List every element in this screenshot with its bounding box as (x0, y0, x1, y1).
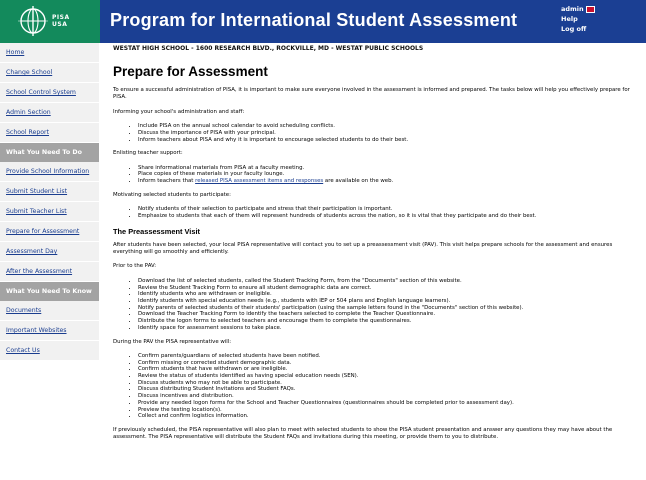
user-menu[interactable] (561, 4, 595, 14)
list-item: • Provide any needed logon forms for the School and Teacher Questionnaires (questionnaires should be completed prior to assessment day). (138, 400, 641, 407)
list-item-with-link: • Inform teachers that released PISA assessment items and responses are available on the web. (138, 178, 641, 185)
closing-paragraph: If previously scheduled, the PISA representative will also plan to meet with selected students to show the PISA student presentation and answer any questions they may have about the assessment. The PISA representative will distribute the Student FAQs and invitations during this meeting, or provide them to you to distribute. (113, 426, 613, 441)
logo-text: PISA USA (52, 14, 70, 28)
list-item: • Discuss students who may not be able to participate. (138, 380, 641, 387)
list-item: • Confirm parents/guardians of selected students have been notified. (138, 353, 641, 360)
main-content (113, 43, 641, 449)
sidebar-section-what-to-do: What You Need To Do (0, 143, 99, 162)
user-name: admin (561, 5, 584, 13)
section-heading-preassessment-visit: The Preassessment Visit (113, 226, 200, 236)
sidebar-item-change-school[interactable]: Change School (0, 63, 99, 83)
list-item: • Discuss the importance of PISA with your principal. (138, 130, 641, 137)
sidebar-item-admin-section[interactable]: Admin Section (0, 103, 99, 123)
sidebar-item-submit-student-list[interactable]: Submit Student List (0, 182, 99, 202)
list-item: • Emphasize to students that each of them will represent hundreds of students across the nation, so it is vital that they participate and do their best. (138, 213, 641, 220)
help-link[interactable]: Help (561, 15, 578, 23)
site-title: Program for International Student Assessment (110, 10, 518, 30)
sidebar-item-home[interactable]: Home (0, 43, 99, 63)
list-item: • Notify parents of selected students of their students' participation (using the sample letters found in the "Documents" section of this website). (138, 305, 641, 312)
sidebar-item-provide-school-information[interactable]: Provide School Information (0, 162, 99, 182)
page-title: Prepare for Assessment (113, 64, 268, 79)
list-item: • Collect and confirm logistics information. (138, 413, 641, 420)
list-item: • Inform teachers about PISA and why it is important to encourage selected students to do their best. (138, 137, 641, 144)
top-links (561, 4, 595, 34)
sidebar-item-school-control-system[interactable]: School Control System (0, 83, 99, 103)
during-list (113, 353, 641, 420)
inform-heading: Informing your school's administration and staff: (113, 108, 245, 115)
list-item: • Place copies of these materials in your faculty lounge. (138, 171, 641, 178)
list-item: • Preview the testing location(s). (138, 407, 641, 414)
logout-link[interactable]: Log off (561, 25, 587, 33)
list-item: • Confirm missing or corrected student demographic data. (138, 360, 641, 367)
school-info-line: WESTAT HIGH SCHOOL - 1600 RESEARCH BLVD., ROCKVILLE, MD - WESTAT PUBLIC SCHOOLS (113, 45, 424, 52)
released-items-link[interactable]: released PISA assessment items and responses (195, 178, 324, 185)
during-heading: During the PAV the PISA representative will: (113, 338, 232, 345)
list-item: • Download the Teacher Tracking Form to identify the teachers selected to complete the Teacher Questionnaire. (138, 311, 641, 318)
intro-paragraph: To ensure a successful administration of PISA, it is important to make sure everyone involved in the assessment is informed and prepared. The tasks below will help you effectively prepare for PISA. (113, 87, 630, 101)
list-item: • Notify students of their selection to participate and stress that their participation is important. (138, 206, 641, 213)
motivate-list (113, 206, 641, 219)
pav-intro: After students have been selected, your local PISA representative will contact you to set up a preassessment visit (PAV). This visit helps prepare schools for the assessment and ensures everything will go smoothly and efficiently. (113, 241, 613, 256)
sidebar-section-what-to-know: What You Need To Know (0, 282, 99, 301)
enlist-heading: Enlisting teacher support: (113, 150, 183, 157)
header-bar (0, 0, 646, 43)
list-item: • Identify students with special education needs (e.g., students with IEP or 504 plans and English language learners). (138, 298, 641, 305)
sidebar-item-school-report[interactable]: School Report (0, 123, 99, 143)
list-item: • Confirm students that have withdrawn or are ineligible. (138, 366, 641, 373)
list-item: • Share informational materials from PISA at a faculty meeting. (138, 165, 641, 172)
list-item: • Discuss incentives and distribution. (138, 393, 641, 400)
list-item: • Include PISA on the annual school calendar to avoid scheduling conflicts. (138, 123, 641, 130)
list-item: • Download the list of selected students, called the Student Tracking Form, from the "Documents" section of this website. (138, 278, 641, 285)
list-item: • Review the status of students identified as having special education needs (SEN). (138, 373, 641, 380)
list-item: • Identify space for assessment sessions to take place. (138, 325, 641, 332)
sidebar-item-assessment-day[interactable]: Assessment Day (0, 242, 99, 262)
pisa-logo[interactable] (0, 0, 100, 43)
motivate-heading: Motivating selected students to participate: (113, 191, 231, 198)
sidebar-item-documents[interactable]: Documents (0, 301, 99, 321)
flag-icon (586, 6, 595, 13)
sidebar-item-important-websites[interactable]: Important Websites (0, 321, 99, 341)
list-item: • Distribute the logon forms to selected teachers and encourage them to complete the questionnaires. (138, 318, 641, 325)
sidebar-item-contact-us[interactable]: Contact Us (0, 341, 99, 361)
sidebar-nav (0, 43, 99, 480)
list-item: • Identify students who are withdrawn or ineligible. (138, 291, 641, 298)
enlist-list (113, 165, 641, 185)
sidebar-item-prepare-for-assessment[interactable]: Prepare for Assessment (0, 222, 99, 242)
inform-list (113, 123, 641, 143)
prior-heading: Prior to the PAV: (113, 263, 157, 270)
prior-list (113, 278, 641, 332)
globe-icon (18, 6, 48, 36)
list-item: • Discuss distributing Student Invitations and Student FAQs. (138, 386, 641, 393)
list-item: • Review the Student Tracking Form to ensure all student demographic data are correct. (138, 285, 641, 292)
sidebar-item-submit-teacher-list[interactable]: Submit Teacher List (0, 202, 99, 222)
sidebar-item-after-assessment[interactable]: After the Assessment (0, 262, 99, 282)
